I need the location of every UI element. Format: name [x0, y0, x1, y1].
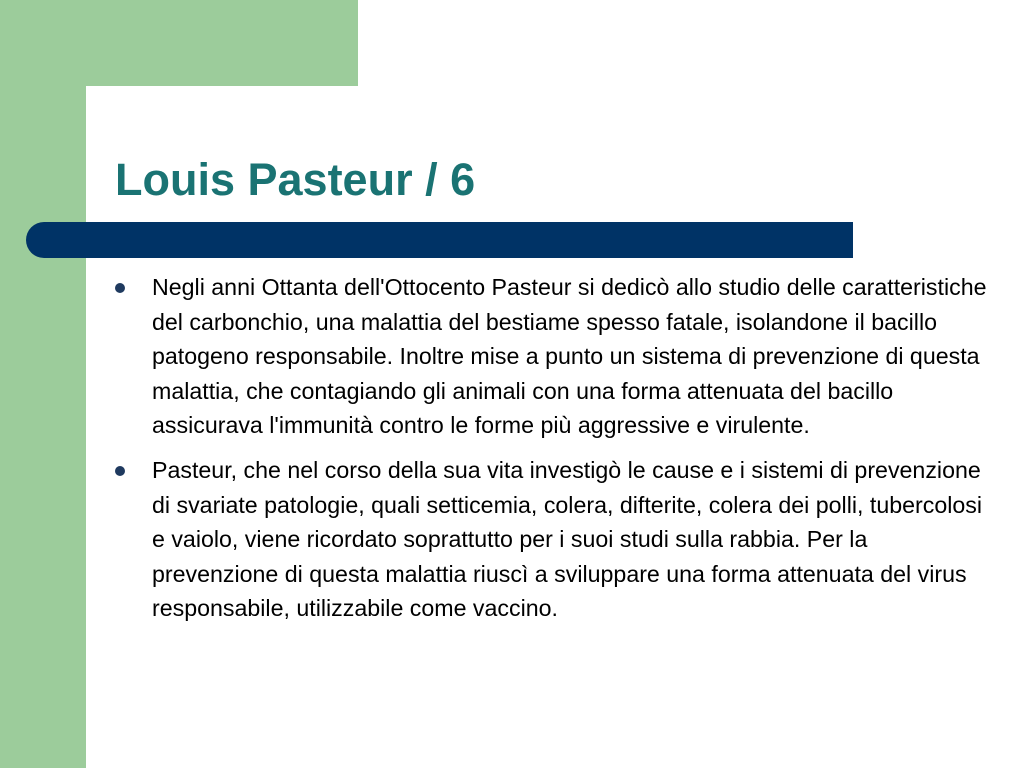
bullet-item	[110, 270, 990, 443]
bullet-dot-icon	[115, 283, 125, 293]
bullet-text: Negli anni Ottanta dell'Ottocento Pasteur si dedicò allo studio delle caratteristiche del carbonchio, una malattia del bestiame spesso fatale, isolandone il bacillo patogeno responsabile. Inoltre mise a punto un sistema di prevenzione di questa malattia, che contagiando gli animali con una forma attenuata del bacillo assicurava l'immunità contro le forme più aggressive e virulente.	[152, 274, 987, 439]
bullet-list	[110, 270, 990, 636]
bullet-dot-icon	[115, 466, 125, 476]
slide-title: Louis Pasteur / 6	[115, 154, 476, 205]
bullet-text: Pasteur, che nel corso della sua vita investigò le cause e i sistemi di prevenzione di svariate patologie, quali setticemia, colera, difterite, colera dei polli, tubercolosi e vaiolo, viene ricordato soprattutto per i suoi studi sulla rabbia. Per la prevenzione di questa malattia riuscì a sviluppare una forma attenuata del virus responsabile, utilizzabile come vaccino.	[152, 456, 983, 622]
title-underline-bar	[26, 222, 853, 258]
green-accent-side	[0, 0, 86, 768]
bullet-item	[110, 453, 990, 626]
